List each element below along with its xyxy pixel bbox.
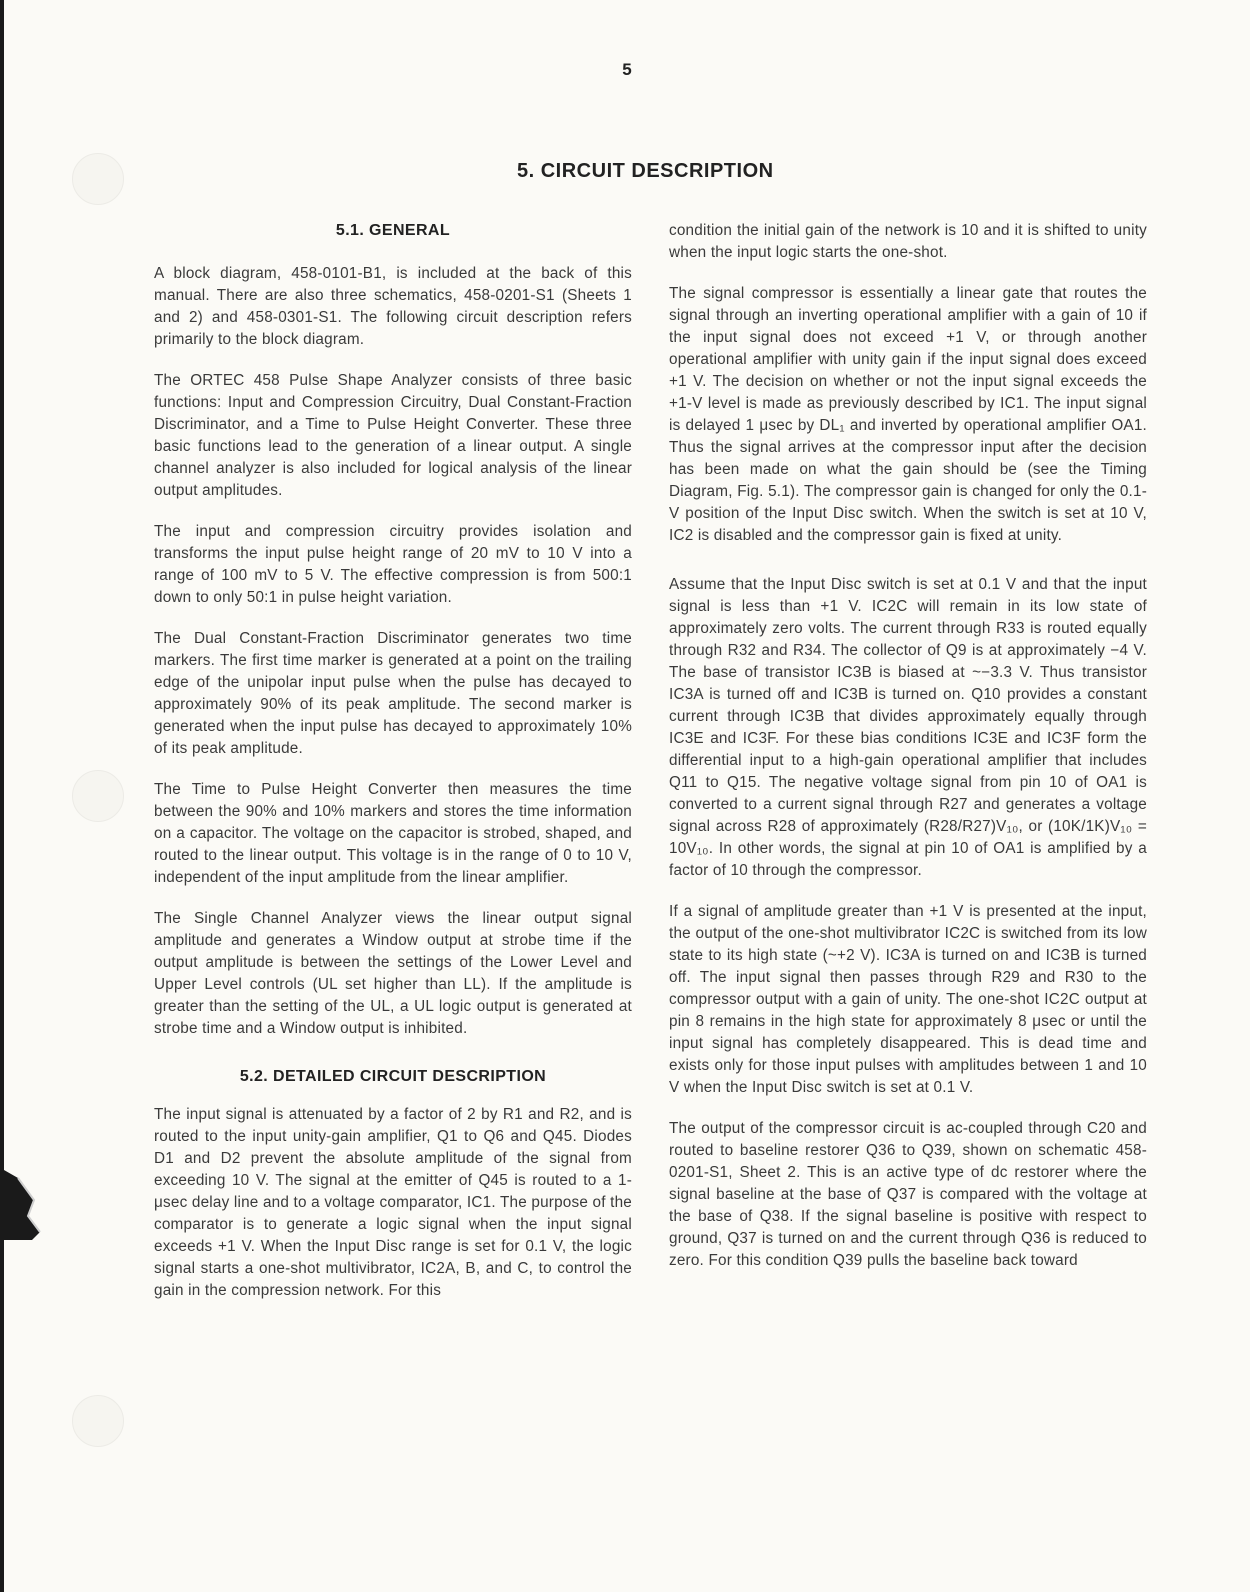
paragraph: The signal compressor is essentially a linear gate that routes the signal through an inverting operational amplifier with a gain of 10 if the input signal does not exceed +1 V, or through another operational amplifier with unity gain if the input signal does exceed +1 V. The decision on whether or not the input signal exceeds the +1-V level is made as previously described by IC1. The input signal is delayed 1 μsec by DL₁ and inverted by operational amplifier OA1. Thus the signal arrives at the compressor input after the decision has been made on what the gain should be (see the Timing Diagram, Fig. 5.1). The compressor gain is changed for only the 0.1-V position of the Input Disc switch. When the switch is set at 10 V, IC2 is disabled and the compressor gain is fixed at unity. <box>669 285 1147 544</box>
paragraph: The Dual Constant-Fraction Discriminator generates two time markers. The first time marker is generated at a point on the trailing edge of the unipolar input pulse when the pulse has decayed to approximately 90% of its peak amplitude. The second marker is generated when the input pulse has decayed to approximately 10% of its peak amplitude. <box>154 630 632 757</box>
paragraph: A block diagram, 458-0101-B1, is included at the back of this manual. There are also three schematics, 458-0201-S1 (Sheets 1 and 2) and 458-0301-S1. The following circuit description refers primarily to the block diagram. <box>154 265 632 348</box>
left-column <box>154 220 632 1321</box>
document-page <box>4 0 1250 1592</box>
paragraph: condition the initial gain of the network is 10 and it is shifted to unity when the input logic starts the one-shot. <box>669 222 1147 261</box>
section-heading-detailed: 5.2. DETAILED CIRCUIT DESCRIPTION <box>239 1068 547 1085</box>
torn-edge-mark <box>4 1170 44 1240</box>
paragraph: Assume that the Input Disc switch is set at 0.1 V and that the input signal is less than +1 V. IC2C will remain in its low state of approximately zero volts. The current through R33 is routed equally through R32 and R34. The collector of Q9 is at approximately −4 V. The base of transistor IC3B is biased at ~−3.3 V. Thus transistor IC3A is turned off and IC3B is turned on. Q10 provides a constant current through IC3B that divides approximately equally through IC3E and IC3F. For these bias conditions IC3E and IC3F form the differential input to a high-gain operational amplifier that includes Q11 to Q15. The negative voltage signal from pin 10 of OA1 is converted to a current signal through R27 and generates a voltage signal across R28 of approximately (R28/R27)V₁₀, or (10K/1K)V₁₀ = 10V₁₀. In other words, the signal at pin 10 of OA1 is amplified by a factor of 10 through the compressor. <box>669 576 1147 879</box>
paragraph: The ORTEC 458 Pulse Shape Analyzer consists of three basic functions: Input and Compression Circuitry, Dual Constant-Fraction Discriminator, and a Time to Pulse Height Converter. These three basic functions lead to the generation of a linear output. A single channel analyzer is also included for logical analysis of the linear output amplitudes. <box>154 372 632 499</box>
punch-hole <box>72 153 124 205</box>
punch-hole <box>72 1395 124 1447</box>
right-column <box>669 220 1147 1291</box>
paragraph: The input and compression circuitry provides isolation and transforms the input pulse height range of 20 mV to 10 V into a range of 100 mV to 5 V. The effective compression is from 500:1 down to only 50:1 in pulse height variation. <box>154 523 632 606</box>
paragraph: The Single Channel Analyzer views the linear output signal amplitude and generates a Window output at strobe time if the output amplitude is between the settings of the Lower Level and Upper Level controls (UL set higher than LL). If the amplitude is greater than the setting of the UL, a UL logic output is generated at strobe time and a Window output is inhibited. <box>154 910 632 1037</box>
chapter-title: 5. CIRCUIT DESCRIPTION <box>517 160 774 182</box>
page-number: 5 <box>622 60 632 79</box>
paragraph: The input signal is attenuated by a factor of 2 by R1 and R2, and is routed to the input unity-gain amplifier, Q1 to Q6 and Q45. Diodes D1 and D2 prevent the absolute amplitude of the signal from exceeding 10 V. The signal at the emitter of Q45 is routed to a 1-μsec delay line and to a voltage comparator, IC1. The purpose of the comparator is to generate a logic signal when the input signal exceeds +1 V. When the Input Disc range is set for 0.1 V, the logic signal starts a one-shot multivibrator, IC2A, B, and C, to control the gain in the compression network. For this <box>154 1106 632 1299</box>
section-heading-general: 5.1. GENERAL <box>335 222 451 239</box>
paragraph: The Time to Pulse Height Converter then measures the time between the 90% and 10% markers and stores the time information on a capacitor. The voltage on the capacitor is strobed, shaped, and routed to the linear output. This voltage is in the range of 0 to 10 V, independent of the input amplitude from the linear amplifier. <box>154 781 632 886</box>
paragraph: If a signal of amplitude greater than +1 V is presented at the input, the output of the one-shot multivibrator IC2C is switched from its low state to its high state (~+2 V). IC3A is turned on and IC3B is turned off. The input signal then passes through R29 and R30 to the compressor output with a gain of unity. The one-shot IC2C output at pin 8 remains in the high state for approximately 8 μsec or until the input signal has completely disappeared. This is dead time and exists only for those input pulses with amplitudes between 1 and 10 V when the Input Disc switch is set at 0.1 V. <box>669 903 1147 1096</box>
paragraph: The output of the compressor circuit is ac-coupled through C20 and routed to baseline restorer Q36 to Q39, shown on schematic 458-0201-S1, Sheet 2. This is an active type of dc restorer where the signal baseline at the base of Q37 is compared with the voltage at the base of Q38. If the signal baseline is positive with respect to ground, Q37 is turned on and the current through Q36 is reduced to zero. For this condition Q39 pulls the baseline back toward <box>669 1120 1147 1269</box>
punch-hole <box>72 770 124 822</box>
